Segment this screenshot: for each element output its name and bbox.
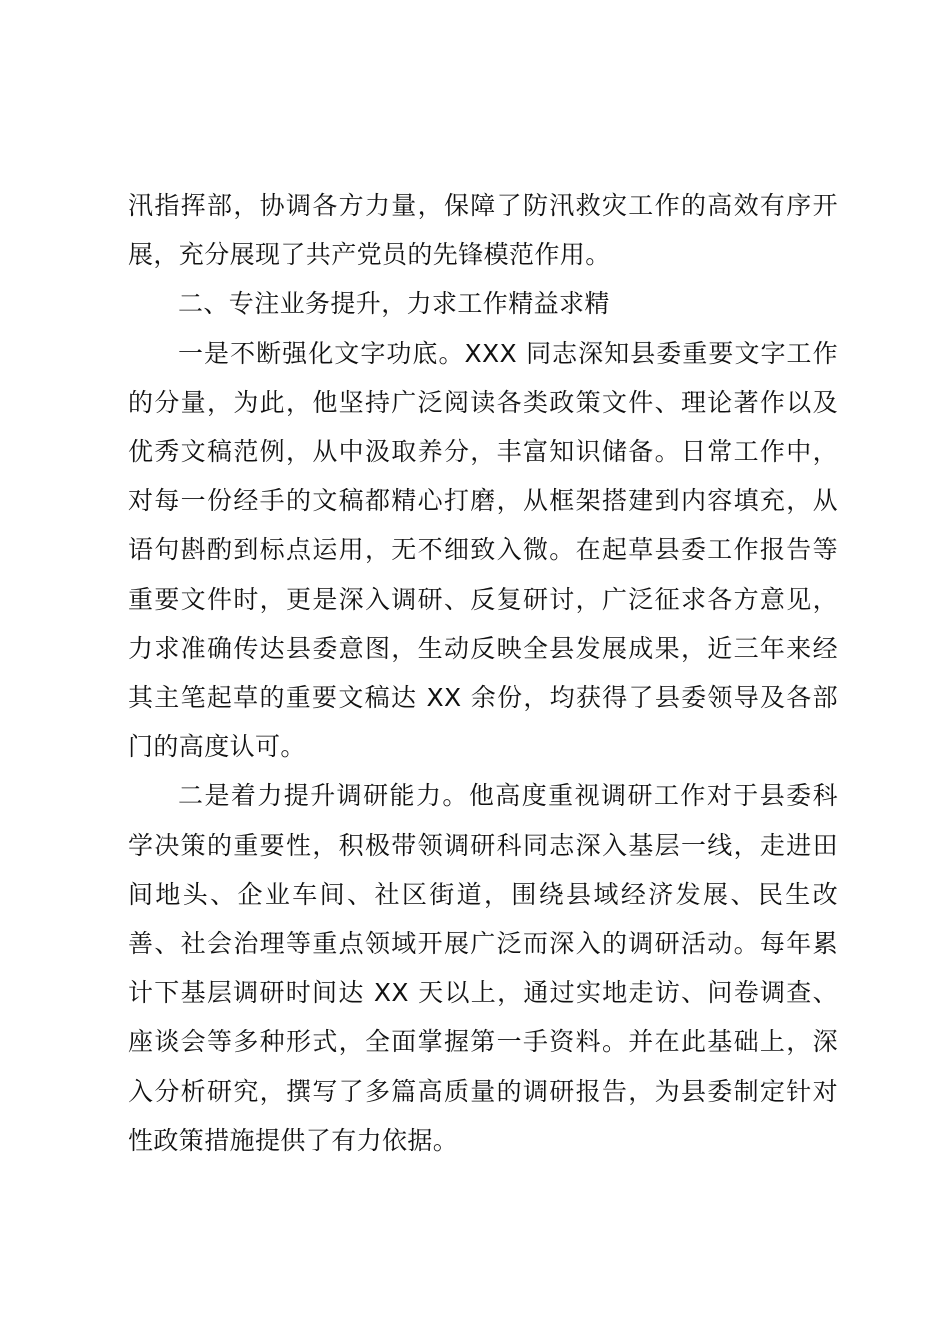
section-heading: 二、专注业务提升，力求工作精益求精 [178, 289, 610, 319]
paragraph-research-ability: 二是着力提升调研能力。他高度重视调研工作对于县委科学决策的重要性，积极带领调研科同志深入基层一线，走进田间地头、企业车间、社区街道，围绕县域经济发展、民生改善、社会治理等重点领域开展广泛而深入的调研活动。每年累计下基层调研时间达 XX 天以上，通过实地走访、问卷调查、座谈会等多种形式，全面掌握第一手资料。并在此基础上，深入分析研究，撰写了多篇高质量的调研报告，为县委制定针对性政策措施提供了有力依据。 [128, 781, 838, 1155]
paragraph-writing-skills: 一是不断强化文字功底。XXX 同志深知县委重要文字工作的分量，为此，他坚持广泛阅读各类政策文件、理论著作以及优秀文稿范例，从中汲取养分，丰富知识储备。日常工作中，对每一份经手的文稿都精心打磨，从框架搭建到内容填充，从语句斟酌到标点运用，无不细致入微。在起草县委工作报告等重要文件时，更是深入调研、反复研讨，广泛征求各方意见，力求准确传达县委意图，生动反映全县发展成果，近三年来经其主笔起草的重要文稿达 XX 余份，均获得了县委领导及各部门的高度认可。 [128, 338, 838, 762]
paragraph-continuation: 汛指挥部，协调各方力量，保障了防汛救灾工作的高效有序开展，充分展现了共产党员的先锋模范作用。 [128, 191, 838, 270]
document-body [128, 181, 838, 1165]
